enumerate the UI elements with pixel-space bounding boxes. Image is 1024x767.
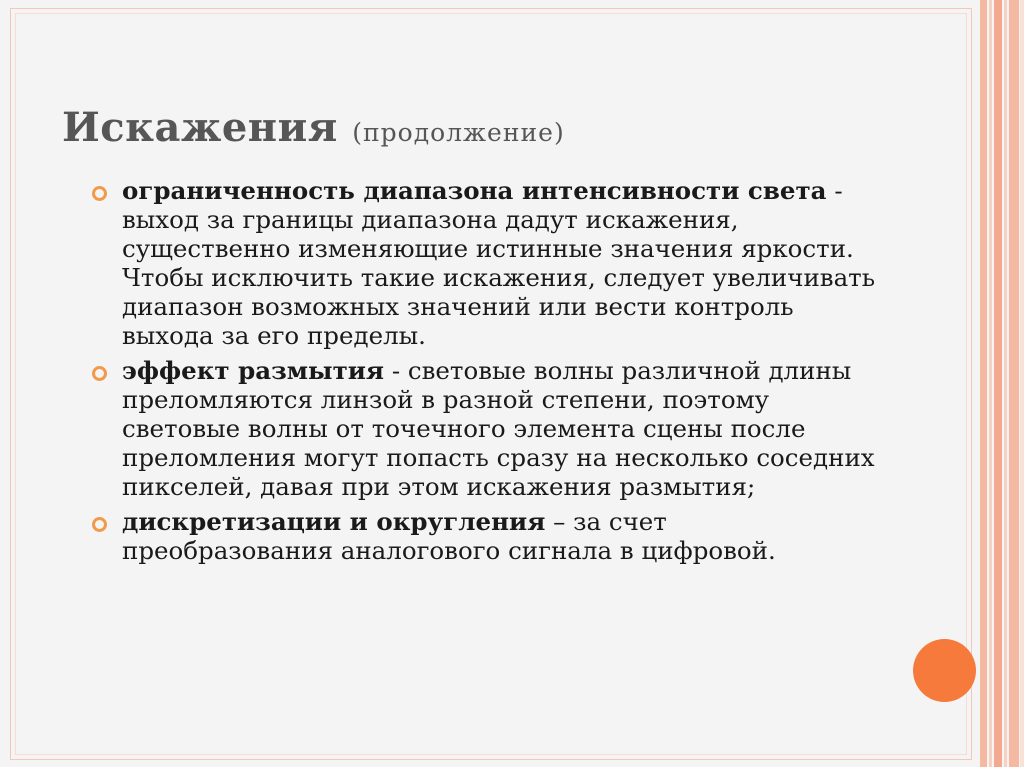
- list-item-text: [122, 356, 882, 501]
- list-item-description: - световые волны различной длины преломляются линзой в разной степени, поэтому световые волны от точечного элемента сцены после преломления могут попасть сразу на несколько соседних пикселей, давая при этом искажения размытия;: [122, 356, 875, 501]
- list-item-description: - выход за границы диапазона дадут искажения, существенно изменяющие истинные значения яркости. Чтобы исключить такие искажения, следует увеличивать диапазон возможных значений или вести контроль выхода за его пределы.: [122, 176, 876, 350]
- slide-title-main: Искажения: [62, 104, 338, 151]
- slide-title: [62, 100, 565, 161]
- decorative-stripe: [994, 0, 1002, 767]
- ring-bullet-icon: [92, 186, 107, 201]
- list-item-term: дискретизации и округления: [122, 507, 546, 536]
- list-item-description: – за счет преобразования аналогового сигнала в цифровой.: [122, 507, 776, 565]
- list-item-term: ограниченность диапазона интенсивности света: [122, 176, 827, 205]
- bullet-list: [92, 176, 882, 571]
- decorative-circle: [913, 639, 976, 702]
- list-item: [92, 176, 882, 350]
- list-item: [92, 507, 882, 565]
- decorative-stripe: [1020, 0, 1024, 767]
- slide-title-sub: (продолжение): [352, 118, 565, 147]
- ring-bullet-icon: [92, 517, 107, 532]
- list-item: [92, 356, 882, 501]
- list-item-text: [122, 507, 882, 565]
- decorative-stripe: [1004, 0, 1007, 767]
- decorative-stripe: [989, 0, 992, 767]
- list-item-term: эффект размытия: [122, 356, 385, 385]
- decorative-stripe: [980, 0, 987, 767]
- ring-bullet-icon: [92, 366, 107, 381]
- decorative-stripe: [1009, 0, 1019, 767]
- list-item-text: [122, 176, 882, 350]
